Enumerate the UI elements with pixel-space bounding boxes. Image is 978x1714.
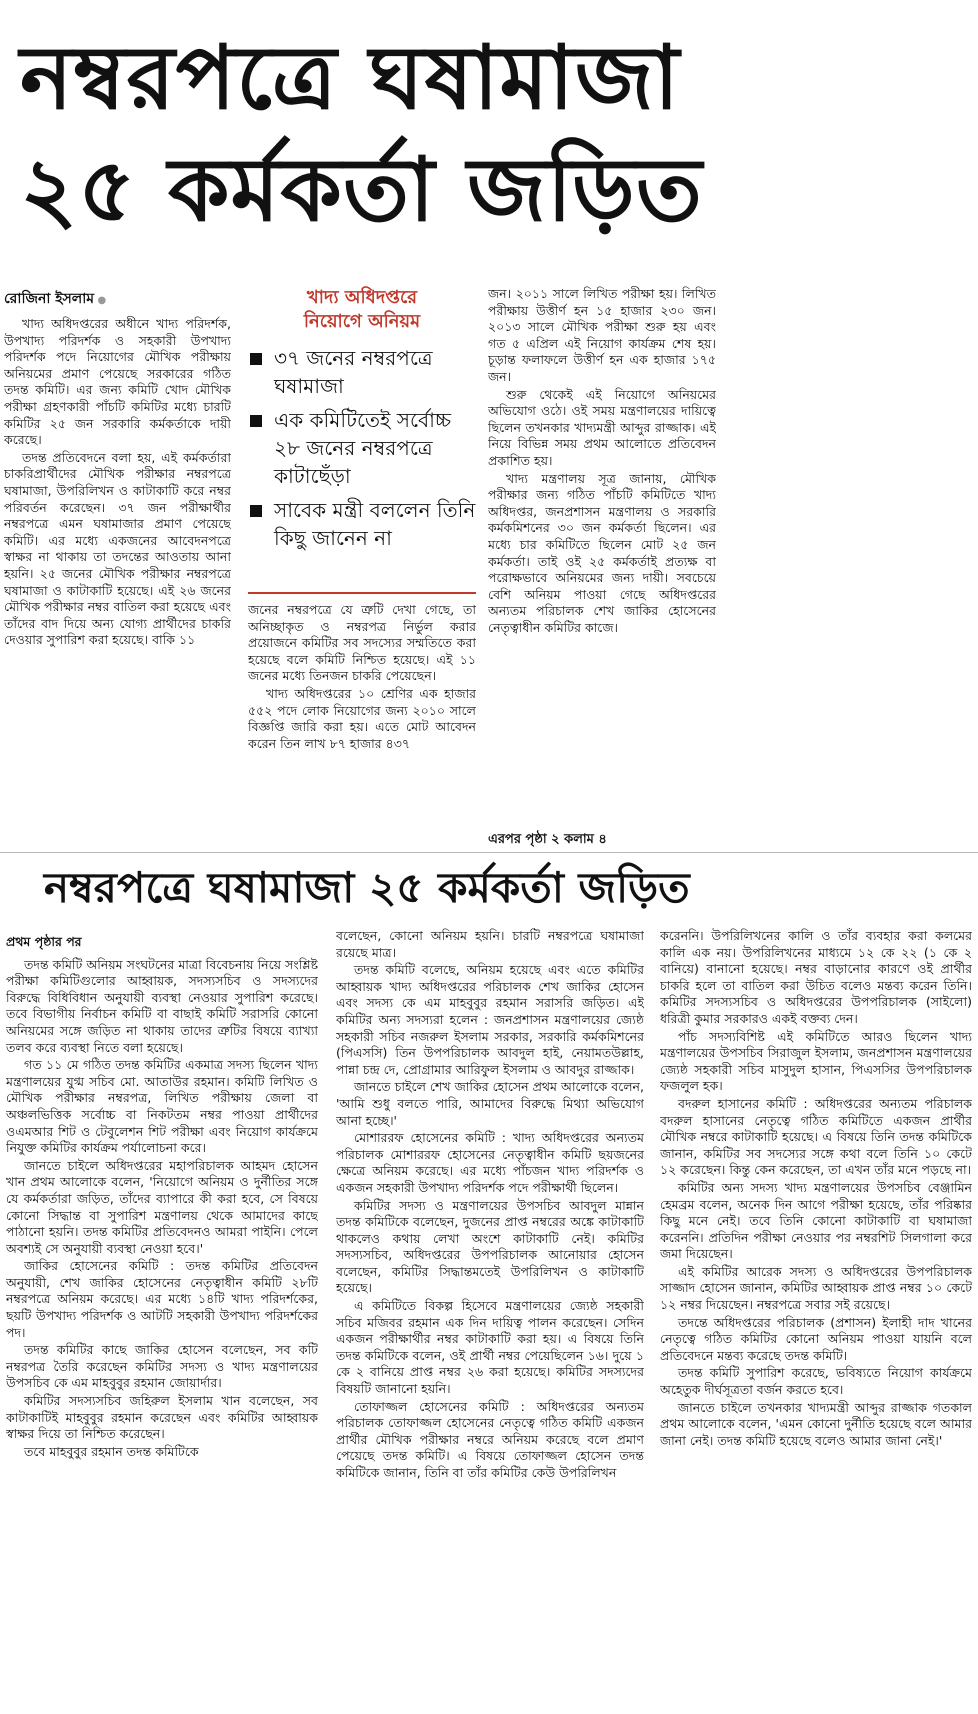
paragraph: বলেছেন, কোনো অনিয়ম হয়নি। চারটি নম্বরপত্রে ঘষামাজা রয়েছে মাত্র। xyxy=(336,928,644,960)
continued-notice: এরপর পৃষ্ঠা ২ কলাম ৪ xyxy=(488,832,607,847)
headline-line-2: ২৫ কর্মকর্তা জড়িত xyxy=(20,138,703,241)
continuation-column-2 xyxy=(336,928,644,1710)
highlights-title-1: খাদ্য অধিদপ্তরে xyxy=(306,287,418,308)
article-column-1 xyxy=(4,316,231,826)
paragraph: গত ১১ মে গঠিত তদন্ত কমিটির একমাত্র সদস্য ছিলেন খাদ্য মন্ত্রণালয়ের যুগ্ম সচিব মো. আতাউর রহমান। কমিটি লিখিত ও মৌখিক পরীক্ষার নম্বরপত্র, লিখিত পরীক্ষায় জেলা বা অঞ্চলভিত্তিক সর্বোচ্চ বা নিকটতম নম্বর পাওয়া প্রার্থীদের ওএমআর শিট ও টেবুলেশন শিট পরীক্ষা এবং নিয়োগ কার্যক্রমে নিযুক্ত কমিটির কার্যক্রম পর্যালোচনা করে। xyxy=(6,1057,318,1156)
paragraph: খাদ্য অধিদপ্তরের ১০ শ্রেণির এক হাজার ৫৫২ পদে লোক নিয়োগের জন্য ২০১০ সালে বিজ্ঞপ্তি জারি করা হয়। এতে মোট আবেদন করেন তিন লাখ ৮৭ হাজার ৪৩৭ xyxy=(248,685,476,751)
paragraph: জাকির হোসেনের কমিটি : তদন্ত কমিটির প্রতিবেদন অনুযায়ী, শেখ জাকির হোসেনের নেতৃত্বাধীন কমিটি ২৮টি নম্বরপত্রে অনিয়ম করেছে। এর মধ্যে ১৪টি খাদ্য পরিদর্শকের, ছয়টি উপখাদ্য পরিদর্শক ও আটটি সহকারী উপখাদ্য পরিদর্শকের পদ। xyxy=(6,1258,318,1340)
paragraph: কমিটির সদস্য ও মন্ত্রণালয়ের উপসচিব আবদুল মান্নান তদন্ত কমিটিকে বলেছেন, দুজনের প্রাপ্ত নম্বরের অঙ্কে কাটাকাটি থাকলেও কথায় লেখা অংশে কাটাকাটি নেই। কমিটির সদস্যসচিব, অধিদপ্তরের উপপরিচালক আনোয়ার হোসেন বলেছেন, কমিটির সিদ্ধান্তমতেই উপরিলিখন ও কাটাকাটি হয়েছে। xyxy=(336,1197,644,1296)
continuation-headline: নম্বরপত্রে ঘষামাজা ২৫ কর্মকর্তা জড়িত xyxy=(44,863,690,912)
article-column-2 xyxy=(248,602,476,828)
from-front-page-label: প্রথম পৃষ্ঠার পর xyxy=(6,934,82,949)
byline: রোজিনা ইসলাম ● xyxy=(4,287,106,311)
paragraph: তবে মাহবুবুর রহমান তদন্ত কমিটিকে xyxy=(24,1443,199,1459)
highlight-item: এক কমিটিতেই সর্বোচ্চ ২৮ জনের নম্বরপত্রে কাটাছেঁড়া xyxy=(248,406,476,490)
paragraph: খাদ্য অধিদপ্তরের অধীনে খাদ্য পরিদর্শক, উপখাদ্য পরিদর্শক ও সহকারী উপখাদ্য পরিদর্শক পদে নিয়োগের মৌখিক পরীক্ষায় অনিয়মের প্রমাণ পেয়েছে সরকারের গঠিত তদন্ত কমিটি। এর জন্য কমিটি খোদ মৌখিক পরীক্ষা গ্রহণকারী পাঁচটি কমিটির মধ্যে চারটি কমিটির ২৫ জন সরকারি কর্মকর্তাকে দায়ী করেছে। xyxy=(4,316,231,448)
paragraph: তদন্ত কমিটি বলেছে, অনিয়ম হয়েছে এবং এতে কমিটির আহ্বায়ক খাদ্য অধিদপ্তরের পরিচালক শেখ জাকির হোসেন এবং সদস্য কে এম মাহবুবুর রহমান সরাসরি জড়িত। এই কমিটির অন্য সদস্যরা হলেন : জনপ্রশাসন মন্ত্রণালয়ের জ্যেষ্ঠ সহকারী সচিব নজরুল ইসলাম সরকার, সরকারি কর্মকমিশনের (পিএসসি) তিন উপপরিচালক আবদুল হাই, নেয়ামতউল্লাহ, পান্না চন্দ্র দে, প্রোগ্রামার আরিফুল ইসলাম ও আবদুর রাজ্জাক। xyxy=(336,962,644,1077)
continuation-column-1 xyxy=(6,934,318,1710)
paragraph: জানতে চাইলে অধিদপ্তরের মহাপরিচালক আহমদ হোসেন খান প্রথম আলোকে বলেন, 'নিয়োগে অনিয়ম ও দুর্নীতির সঙ্গে যে কর্মকর্তারা জড়িত, তাঁদের ব্যাপারে কী করা হবে, সে বিষয়ে কোনো সিদ্ধান্ত বা সুপারিশ মন্ত্রণালয় থেকে আমাদের কাছে পাঠানো হয়নি। তদন্ত কমিটির প্রতিবেদনও আমরা পাইনি। পেলে অবশ্যই সে অনুযায়ী ব্যবস্থা নেওয়া হবে।' xyxy=(6,1157,318,1256)
paragraph: তোফাজ্জল হোসেনের কমিটি : অধিদপ্তরের অন্যতম পরিচালক তোফাজ্জল হোসেনের নেতৃত্বে গঠিত কমিটি একজন প্রার্থীর মৌখিক পরীক্ষার নম্বরে অনিয়ম করেছে বলে প্রমাণ পেয়েছে তদন্ত কমিটি। এ বিষয়ে তোফাজ্জল হোসেন তদন্ত কমিটিকে জানান, তিনি বা তাঁর কমিটির কেউ উপরিলিখন xyxy=(336,1398,644,1480)
paragraph: কমিটির সদস্যসচিব জহিরুল ইসলাম খান বলেছেন, সব কাটাকাটিই মাহবুবুর রহমান করেছেন এবং কমিটির আহ্বায়ক স্বাক্ষর দিয়ে তা নিশ্চিত করেছেন। xyxy=(6,1393,318,1442)
paragraph: কমিটির অন্য সদস্য খাদ্য মন্ত্রণালয়ের উপসচিব বেঞ্জামিন হেমব্রম বলেন, অনেক দিন আগে পরীক্ষা হয়েছে, তাঁর পরিষ্কার কিছু মনে নেই। তবে তিনি কোনো কাটাকাটি বা ঘষামাজা করেননি। প্রতিদিন পরীক্ষা নেওয়ার পর নম্বরশিট সিলগালা করে জমা দিয়েছেন। xyxy=(660,1179,972,1262)
highlights-title-2: নিয়োগে অনিয়ম xyxy=(303,311,421,332)
paragraph: তদন্ত কমিটি অনিয়ম সংঘটনের মাত্রা বিবেচনায় নিয়ে সংশ্লিষ্ট পরীক্ষা কমিটিগুলোর আহ্বায়ক, সদস্যসচিব ও সদস্যদের বিরুদ্ধে বিধিবিধান অনুযায়ী ব্যবস্থা নেওয়ার সুপারিশ করেছে। তবে বিভাগীয় নির্বাচন কমিটি বা বাছাই কমিটি সরাসরি কোনো অনিয়মের সঙ্গে জড়িত না থাকায় তাদের ত্রুটির বিষয়ে ব্যাখ্যা তলব করে ব্যবস্থা নিতে বলা হয়েছে। xyxy=(6,956,318,1055)
paragraph: পাঁচ সদস্যবিশিষ্ট এই কমিটিতে আরও ছিলেন খাদ্য মন্ত্রণালয়ের উপসচিব সিরাজুল ইসলাম, জনপ্রশাসন মন্ত্রণালয়ের জ্যেষ্ঠ সহকারী সচিব মাসুদুল হাসান, পিএসসির উপপরিচালক ফজলুল হক। xyxy=(660,1028,972,1094)
paragraph: এ কমিটিতে বিকল্প হিসেবে মন্ত্রণালয়ের জ্যেষ্ঠ সহকারী সচিব মজিবর রহমান এক দিন দায়িত্ব পালন করেছেন। সেদিন একজন পরীক্ষার্থীর নম্বর কাটাকাটি করা হয়। এ বিষয়ে তিনি তদন্ত কমিটিকে বলেন, ওই প্রার্থী নম্বর পেয়েছিলেন ১৬। দুয়ে ১ কে ২ বানিয়ে প্রাপ্ত নম্বর ২৬ করা হয়েছে। কমিটির সদস্যদের বিষয়টি জানানো হয়নি। xyxy=(336,1298,644,1397)
paragraph: করেননি। উপরিলিখনের কালি ও তাঁর ব্যবহার করা কলমের কালি এক নয়। উপরিলিখনের মাধ্যমে ১২ কে ২২ (১ কে ২ বানিয়ে) বানানো হয়েছে। নম্বর বাড়ানোর কারণে ওই প্রার্থীর চাকরি হলে তা বাতিল করা উচিত বলেও মন্তব্য করেন তিনি। কমিটির সদস্যসচিব ও অধিদপ্তরের উপপরিচালক (সাইলো) ধরিত্রী কুমার সরকারও একই বক্তব্য দেন। xyxy=(660,928,972,1026)
article-column-3 xyxy=(488,286,716,826)
highlight-item: সাবেক মন্ত্রী বললেন তিনি কিছু জানেন না xyxy=(248,496,476,552)
paragraph: এই কমিটির আরেক সদস্য ও অধিদপ্তরের উপপরিচালক সাজ্জাদ হোসেন জানান, কমিটির আহ্বায়ক প্রাপ্ত নম্বর ১০ কেটে ১২ নম্বর দিয়েছেন। নম্বরপত্রে সবার সই রয়েছে। xyxy=(660,1263,972,1313)
paragraph: জনের নম্বরপত্রে যে ত্রুটি দেখা গেছে, তা অনিচ্ছাকৃত ও নম্বরপত্র নির্ভুল করার প্রয়োজনে কমিটির সব সদস্যের সম্মতিতে করা হয়েছে বলে কমিটি নিশ্চিত হয়েছে। এই ১১ জনের মধ্যে তিনজন চাকরি পেয়েছেন। xyxy=(248,602,476,684)
paragraph: খাদ্য মন্ত্রণালয় সূত্র জানায়, মৌখিক পরীক্ষার জন্য গঠিত পাঁচটি কমিটিতে খাদ্য অধিদপ্তর, জনপ্রশাসন মন্ত্রণালয় ও সরকারি কর্মকমিশনের ৩০ জন কর্মকর্তা ছিলেন। এর মধ্যে চার কমিটিতে ছিলেন মোট ২৫ জন কর্মকর্তা। তাই ওই ২৫ কর্মকর্তাই প্রত্যক্ষ বা পরোক্ষভাবে অনিয়মের জন্য দায়ী। সবচেয়ে বেশি অনিয়ম পাওয়া গেছে অধিদপ্তরের অন্যতম পরিচালক শেখ জাকির হোসেনের নেতৃত্বাধীন কমিটির কাজে। xyxy=(488,470,716,635)
highlight-item: ৩৭ জনের নম্বরপত্রে ঘষামাজা xyxy=(248,344,476,400)
paragraph: শুরু থেকেই এই নিয়োগে অনিয়মের অভিযোগ ওঠে। ওই সময় মন্ত্রণালয়ের দায়িত্বে ছিলেন তখনকার খাদ্যমন্ত্রী আব্দুর রাজ্জাক। এই নিয়ে বিভিন্ন সময় প্রথম আলোতে প্রতিবেদন প্রকাশিত হয়। xyxy=(488,386,716,468)
paragraph: মোশাররফ হোসেনের কমিটি : খাদ্য অধিদপ্তরের অন্যতম পরিচালক মোশাররফ হোসেনের নেতৃত্বাধীন কমিটি ছয়জনের ক্ষেত্রে অনিয়ম করেছে। এর মধ্যে পাঁচজন খাদ্য পরিদর্শক ও একজন সহকারী উপখাদ্য পরিদর্শক পদে পরীক্ষার্থী ছিলেন। xyxy=(336,1130,644,1195)
section-divider xyxy=(0,852,978,853)
continuation-column-3 xyxy=(660,928,972,1710)
paragraph: জন। ২০১১ সালে লিখিত পরীক্ষা হয়। লিখিত পরীক্ষায় উত্তীর্ণ হন ১৫ হাজার ২৩০ জন। ২০১৩ সালে মৌখিক পরীক্ষা শুরু হয় এবং গত ৫ এপ্রিল এই নিয়োগ কার্যক্রম শেষ হয়। চূড়ান্ত ফলাফলে উত্তীর্ণ হন এক হাজার ১৭৫ জন। xyxy=(488,286,716,384)
highlights-list xyxy=(248,344,476,552)
paragraph: তদন্ত কমিটি সুপারিশ করেছে, ভবিষ্যতে নিয়োগ কার্যক্রমে অহেতুক দীর্ঘসূত্রতা বর্জন করতে হবে। xyxy=(660,1365,972,1398)
highlights-box xyxy=(248,286,476,594)
paragraph: জানতে চাইলে তখনকার খাদ্যমন্ত্রী আব্দুর রাজ্জাক গতকাল প্রথম আলোকে বলেন, 'এমন কোনো দুর্নীতি হয়েছে বলে আমার জানা নেই। তদন্ত কমিটি হয়েছে বলেও আমার জানা নেই।' xyxy=(660,1399,972,1448)
paragraph: তদন্তে অধিদপ্তরের পরিচালক (প্রশাসন) ইলাহী দাদ খানের নেতৃত্বে গঠিত কমিটির কোনো অনিয়ম পাওয়া যায়নি বলে প্রতিবেদনে মন্তব্য করেছে তদন্ত কমিটি। xyxy=(660,1314,972,1363)
paragraph: বদরুল হাসানের কমিটি : অধিদপ্তরের অন্যতম পরিচালক বদরুল হাসানের নেতৃত্বে গঠিত কমিটিতে একজন প্রার্থীর মৌখিক নম্বরে কাটাকাটি হয়েছে। এ বিষয়ে তিনি তদন্ত কমিটিকে জানান, কমিটির সব সদস্যের সঙ্গে কথা বলে তিনি ১০ কেটে ১২ করেছেন। কিন্তু কেন করেছেন, তা এখন তাঁর মনে পড়ছে না। xyxy=(660,1095,972,1178)
paragraph: তদন্ত কমিটির কাছে জাকির হোসেন বলেছেন, সব কটি নম্বরপত্র তৈরি করেছেন কমিটির সদস্য ও খাদ্য মন্ত্রণালয়ের উপসচিব কে এম মাহবুবুর রহমান জোয়ার্দার। xyxy=(6,1342,318,1391)
paragraph: জানতে চাইলে শেখ জাকির হোসেন প্রথম আলোকে বলেন, 'আমি শুধু বলতে পারি, আমাদের বিরুদ্ধে মিথ্যা অভিযোগ আনা হচ্ছে।' xyxy=(336,1079,644,1128)
headline-line-1: নম্বরপত্রে ঘষামাজা xyxy=(20,26,681,129)
paragraph: তদন্ত প্রতিবেদনে বলা হয়, এই কর্মকর্তারা চাকরিপ্রার্থীদের মৌখিক পরীক্ষার নম্বরপত্রে ঘষামাজা, উপরিলিখন ও কাটাকাটি করে নম্বর পরিবর্তন করেছেন। ৩৭ জন পরীক্ষার্থীর নম্বরপত্রে এমন ঘষামাজার প্রমাণ পেয়েছে কমিটি। এর মধ্যে একজনের আবেদনপত্রে স্বাক্ষর না থাকায় তা তদন্তের আওতায় আনা হয়নি। ২৫ জনের মৌখিক পরীক্ষার নম্বরপত্রে ঘষামাজা ও কাটাকাটি হয়েছে। এই ২৬ জনের মৌখিক পরীক্ষার নম্বর বাতিল করা হয়েছে এবং তাঁদের বাদ দিয়ে অন্য যোগ্য প্রার্থীদের চাকরি দেওয়ার সুপারিশ করা হয়েছে। বাকি ১১ xyxy=(4,449,231,648)
